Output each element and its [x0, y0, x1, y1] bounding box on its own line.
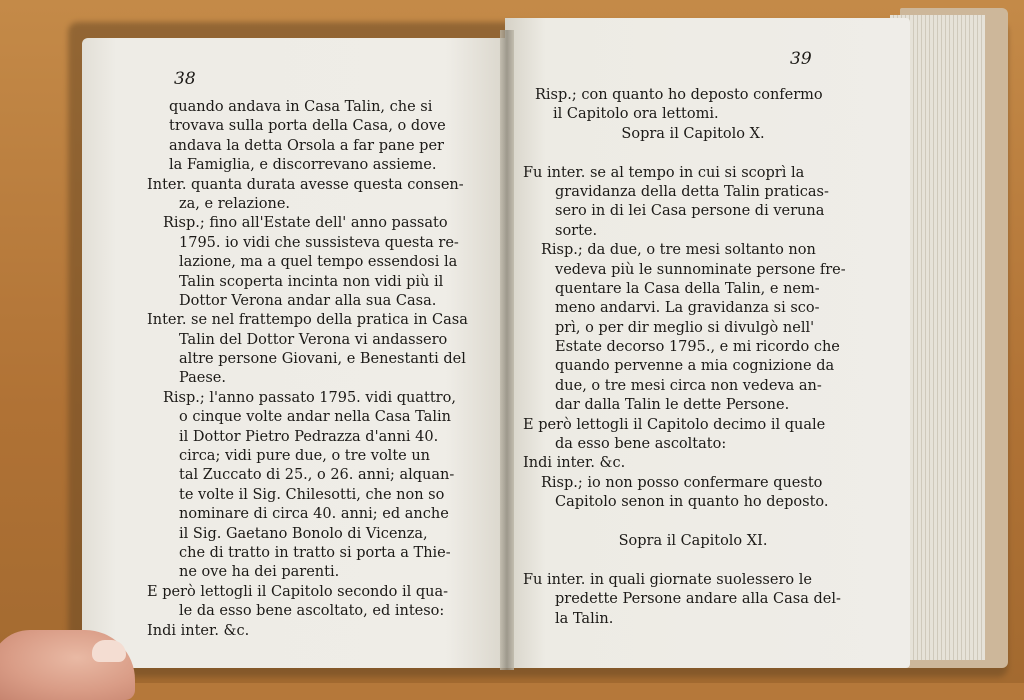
text-line: dar dalla Talin le dette Persone. [555, 397, 790, 414]
book-gutter [500, 30, 514, 670]
text-line: vedeva più le sunnominate persone fre- [555, 261, 846, 278]
text-line: Fu inter. in quali giornate suolessero le [523, 571, 812, 588]
text-line: Dottor Verona andar alla sua Casa. [179, 292, 437, 309]
text-line: le da esso bene ascoltato, ed inteso: [179, 603, 445, 620]
text-line [523, 551, 863, 570]
text-line: da esso bene ascoltato: [555, 436, 727, 453]
text-line: Risp.; fino all'Estate dell' anno passato [163, 215, 448, 232]
text-line: sorte. [555, 222, 598, 239]
text-line: tal Zuccato di 25., o 26. anni; alquan- [179, 467, 455, 484]
right-page-number: 39 [790, 49, 812, 69]
text-line: Risp.; l'anno passato 1795. vidi quattro, [163, 389, 456, 406]
text-line: Risp.; da due, o tre mesi soltanto non [541, 242, 816, 259]
text-line: gravidanza della detta Talin praticas- [555, 183, 829, 200]
text-line: Indi inter. &c. [147, 622, 250, 639]
text-line: prì, o per dir meglio si divulgò nell' [555, 319, 815, 336]
text-line: meno andarvi. La gravidanza si sco- [555, 300, 820, 317]
text-line: che di tratto in tratto si porta a Thie- [179, 544, 451, 561]
right-page [505, 18, 910, 668]
text-line: altre persone Giovani, e Benestanti del [179, 351, 466, 368]
text-line: due, o tre mesi circa non vedeva an- [555, 377, 822, 394]
left-page-text [147, 98, 468, 641]
text-line: circa; vidi pure due, o tre volte un [179, 448, 431, 465]
text-line: sero in di lei Casa persone di veruna [555, 203, 825, 220]
text-line: Inter. se nel frattempo della pratica in Casa [147, 312, 468, 329]
text-line: Paese. [179, 370, 226, 387]
right-page-text [523, 86, 863, 629]
text-line: te volte il Sig. Chilesotti, che non so [179, 486, 445, 503]
fingernail [92, 640, 126, 662]
text-line: E però lettogli il Capitolo decimo il quale [523, 416, 826, 433]
text-line: Fu inter. se al tempo in cui si scoprì la [523, 164, 805, 181]
text-line: 1795. io vidi che sussisteva questa re- [179, 234, 459, 251]
text-line: Estate decorso 1795., e mi ricordo che [555, 339, 840, 356]
text-line: predette Persone andare alla Casa del- [555, 591, 841, 608]
text-line: andava la detta Orsola a far pane per [169, 137, 444, 154]
text-line: Sopra il Capitolo X. [621, 125, 765, 142]
text-line: o cinque volte andar nella Casa Talin [179, 409, 451, 426]
text-line: Risp.; io non posso confermare questo [541, 474, 823, 491]
text-line: Talin scoperta incinta non vidi più il [179, 273, 444, 290]
text-line: ne ove ha dei parenti. [179, 564, 340, 581]
text-line: Talin del Dottor Verona vi andassero [179, 331, 448, 348]
text-line: lazione, ma a quel tempo essendosi la [179, 254, 458, 271]
text-line: E però lettogli il Capitolo secondo il qua- [147, 583, 449, 600]
text-line: quando andava in Casa Talin, che si [169, 99, 433, 115]
text-line: quentare la Casa della Talin, e nem- [555, 280, 820, 297]
text-line [523, 144, 863, 163]
text-line: Inter. quanta durata avesse questa consen- [147, 176, 464, 193]
text-line: trovava sulla porta della Casa, o dove [169, 118, 446, 135]
text-line: Indi inter. &c. [523, 455, 626, 472]
left-page [82, 38, 510, 668]
text-line: nominare di circa 40. anni; ed anche [179, 506, 449, 523]
text-line [523, 513, 863, 532]
text-line: la Talin. [555, 610, 614, 627]
text-line: Sopra il Capitolo XI. [618, 532, 768, 549]
text-line: il Capitolo ora lettomi. [553, 106, 719, 123]
text-line: Capitolo senon in quanto ho deposto. [555, 494, 829, 511]
text-line: il Dottor Pietro Pedrazza d'anni 40. [179, 428, 439, 445]
text-line: za, e relazione. [179, 195, 291, 212]
text-line: Risp.; con quanto ho deposto confermo [535, 87, 823, 103]
left-page-number: 38 [174, 69, 196, 89]
text-line: il Sig. Gaetano Bonolo di Vicenza, [179, 525, 428, 542]
text-line: quando pervenne a mia cognizione da [555, 358, 835, 375]
text-line: la Famiglia, e discorrevano assieme. [169, 157, 437, 174]
